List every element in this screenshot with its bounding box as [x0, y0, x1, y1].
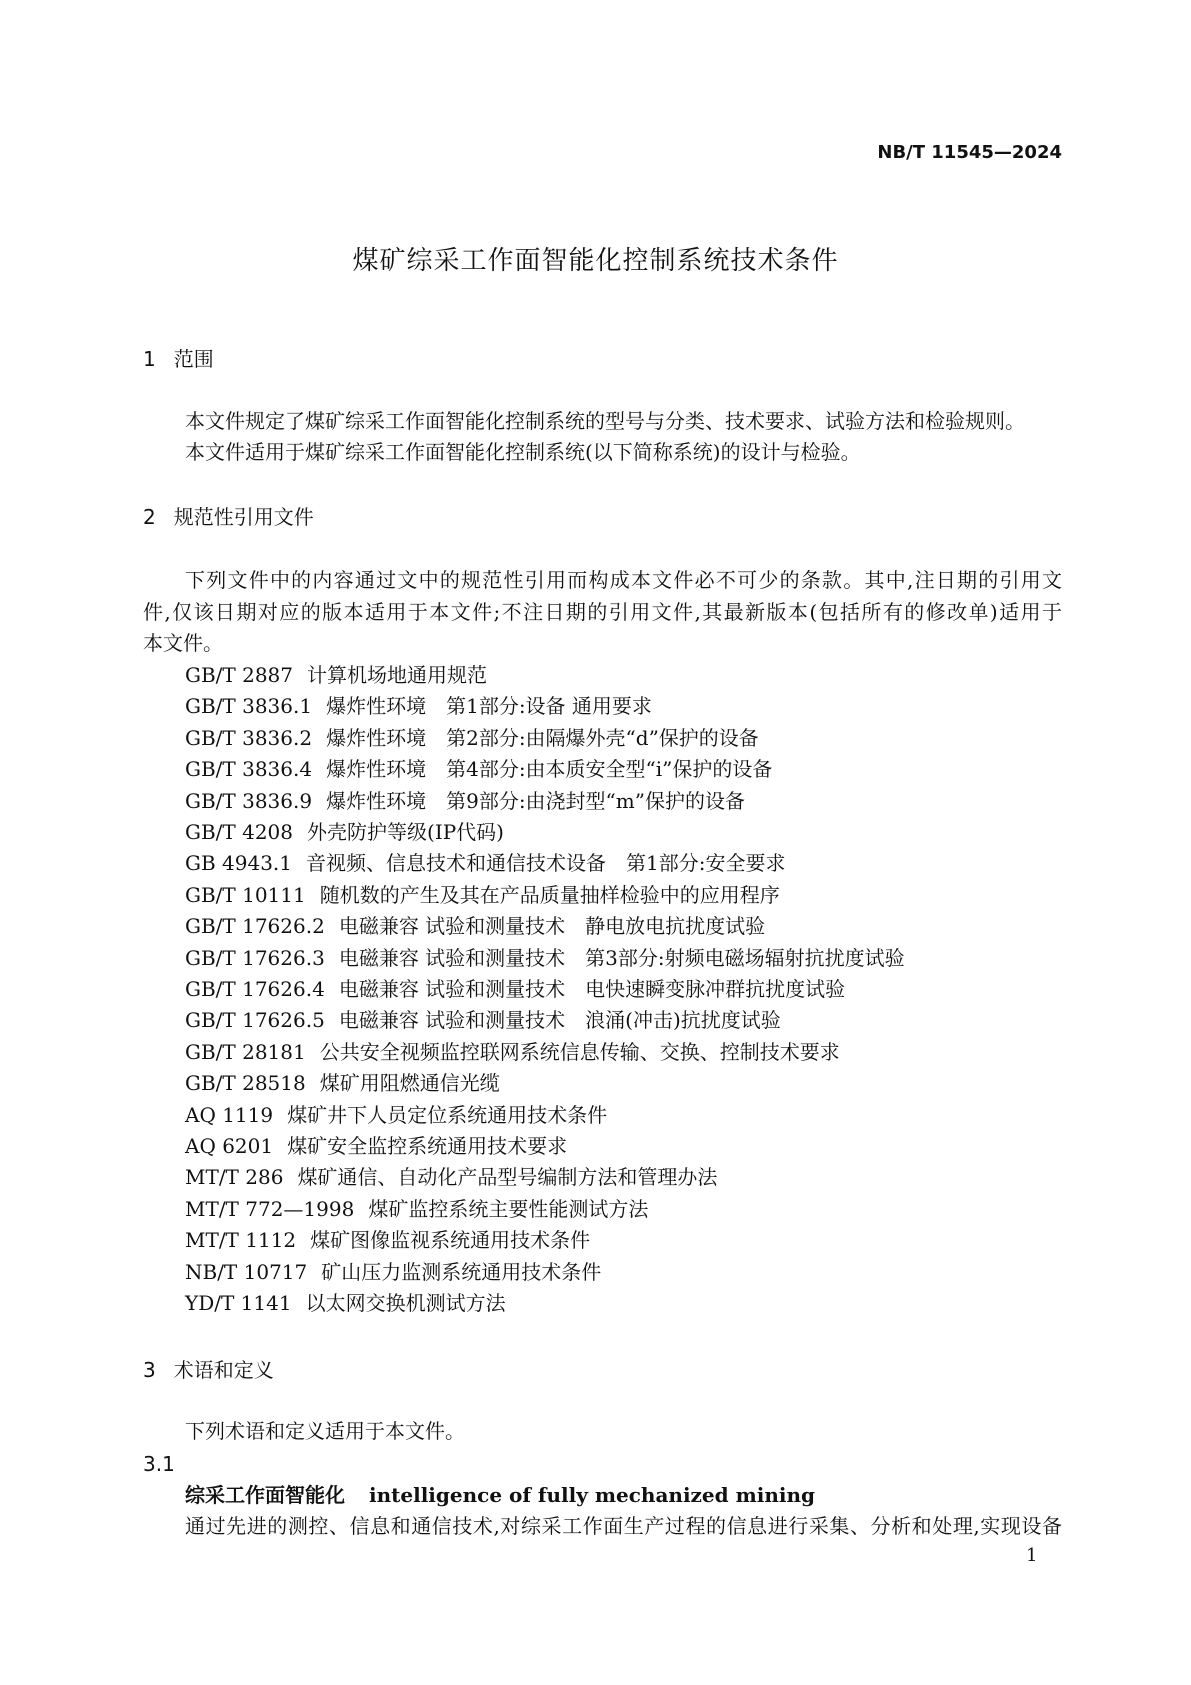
reference-item — [185, 819, 504, 845]
reference-code: NB/T 10717 — [185, 1259, 308, 1284]
reference-code: GB/T 10111 — [185, 882, 306, 907]
document-title: 煤矿综采工作面智能化控制系统技术条件 — [352, 246, 839, 276]
section-number: 2 — [143, 505, 156, 529]
reference-title: 外壳防护等级(IP代码) — [307, 820, 504, 844]
reference-code: GB/T 3836.4 — [185, 757, 313, 782]
term-number: 3.1 — [143, 1452, 175, 1476]
reference-code: GB/T 17626.4 — [185, 977, 325, 1001]
reference-code: GB/T 4208 — [185, 820, 294, 844]
section-title: 范围 — [173, 347, 214, 371]
reference-code: GB/T 3836.1 — [185, 694, 313, 719]
reference-title: 公共安全视频监控联网系统信息传输、交换、控制技术要求 — [319, 1039, 840, 1064]
reference-code: AQ 6201 — [185, 1134, 274, 1158]
section-3-heading — [143, 1357, 274, 1383]
reference-title: 计算机场地通用规范 — [307, 663, 488, 687]
term-heading — [185, 1482, 815, 1508]
reference-item — [185, 1133, 567, 1159]
reference-code: GB/T 17626.2 — [185, 914, 325, 939]
reference-title: 煤矿通信、自动化产品型号编制方法和管理办法 — [297, 1165, 718, 1190]
reference-title: 电磁兼容 试验和测量技术 静电放电抗扰度试验 — [338, 914, 766, 939]
reference-item — [185, 662, 487, 688]
section-title: 规范性引用文件 — [173, 505, 314, 529]
reference-item — [185, 1007, 781, 1033]
reference-title: 煤矿用阻燃通信光缆 — [319, 1071, 500, 1096]
paragraph-line: 本文件。 — [143, 631, 223, 655]
reference-code: GB/T 28181 — [185, 1039, 306, 1064]
reference-code: GB/T 17626.5 — [185, 1008, 325, 1033]
section-2-heading — [143, 504, 314, 530]
reference-item — [185, 1070, 500, 1096]
section-number: 1 — [143, 347, 156, 371]
reference-item — [185, 850, 785, 876]
reference-code: GB/T 28518 — [185, 1071, 306, 1096]
reference-code: MT/T 286 — [185, 1165, 284, 1190]
paragraph-line: 下列文件中的内容通过文中的规范性引用而构成本文件必不可少的条款。其中,注日期的引用文 — [185, 568, 1062, 592]
standard-number: NB/T 11545—2024 — [877, 142, 1062, 163]
section-number: 3 — [143, 1358, 156, 1382]
reference-title: 音视频、信息技术和通信技术设备 第1部分:安全要求 — [306, 851, 786, 876]
reference-item — [185, 1259, 601, 1285]
reference-title: 爆炸性环境 第9部分:由浇封型“m”保护的设备 — [326, 788, 745, 813]
reference-code: GB/T 3836.2 — [185, 725, 313, 750]
reference-code: MT/T 1112 — [185, 1228, 297, 1253]
reference-item — [185, 1102, 607, 1128]
reference-title: 爆炸性环境 第1部分:设备 通用要求 — [326, 694, 652, 719]
reference-item — [185, 976, 845, 1002]
reference-code: GB/T 2887 — [185, 663, 294, 687]
term-en: intelligence of fully mechanized mining — [369, 1483, 815, 1507]
reference-title: 以太网交换机测试方法 — [305, 1291, 506, 1315]
reference-item — [185, 1164, 717, 1190]
reference-item — [185, 1290, 506, 1316]
reference-item — [185, 882, 780, 908]
reference-title: 矿山压力监测系统通用技术条件 — [321, 1259, 602, 1284]
term-zh: 综采工作面智能化 — [185, 1483, 345, 1507]
reference-item — [185, 945, 905, 971]
reference-item — [185, 1039, 840, 1065]
term-definition: 通过先进的测控、信息和通信技术,对综采工作面生产过程的信息进行采集、分析和处理,实现设备 — [185, 1514, 1062, 1538]
reference-item — [185, 913, 765, 939]
paragraph: 本文件规定了煤矿综采工作面智能化控制系统的型号与分类、技术要求、试验方法和检验规则。 — [185, 409, 1025, 433]
reference-item — [185, 725, 759, 751]
reference-title: 爆炸性环境 第2部分:由隔爆外壳“d”保护的设备 — [326, 725, 759, 750]
reference-code: AQ 1119 — [185, 1102, 274, 1127]
reference-item — [185, 788, 745, 814]
reference-code: GB/T 17626.3 — [185, 945, 325, 970]
reference-title: 电磁兼容 试验和测量技术 浪涌(冲击)抗扰度试验 — [338, 1008, 781, 1033]
paragraph: 本文件适用于煤矿综采工作面智能化控制系统(以下简称系统)的设计与检验。 — [185, 440, 861, 464]
section-title: 术语和定义 — [173, 1358, 274, 1382]
reference-code: YD/T 1141 — [185, 1291, 292, 1315]
reference-item — [185, 1227, 590, 1253]
reference-item — [185, 756, 772, 782]
reference-title: 随机数的产生及其在产品质量抽样检验中的应用程序 — [319, 882, 780, 907]
reference-title: 电磁兼容 试验和测量技术 电快速瞬变脉冲群抗扰度试验 — [338, 977, 846, 1001]
reference-title: 煤矿安全监控系统通用技术要求 — [287, 1134, 568, 1158]
reference-title: 电磁兼容 试验和测量技术 第3部分:射频电磁场辐射抗扰度试验 — [338, 945, 905, 970]
reference-code: GB 4943.1 — [185, 851, 293, 876]
reference-title: 煤矿图像监视系统通用技术条件 — [310, 1228, 591, 1253]
reference-title: 煤矿监控系统主要性能测试方法 — [368, 1196, 649, 1221]
reference-title: 煤矿井下人员定位系统通用技术条件 — [287, 1102, 608, 1127]
paragraph-line: 件,仅该日期对应的版本适用于本文件;不注日期的引用文件,其最新版本(包括所有的修改单)适用于 — [143, 600, 1062, 624]
reference-item — [185, 1196, 648, 1222]
page-number: 1 — [1026, 1545, 1038, 1566]
paragraph: 下列术语和定义适用于本文件。 — [185, 1419, 465, 1443]
reference-code: MT/T 772—1998 — [185, 1196, 355, 1221]
section-1-heading — [143, 346, 214, 372]
reference-code: GB/T 3836.9 — [185, 788, 313, 813]
reference-title: 爆炸性环境 第4部分:由本质安全型“i”保护的设备 — [326, 757, 773, 782]
reference-item — [185, 693, 652, 719]
